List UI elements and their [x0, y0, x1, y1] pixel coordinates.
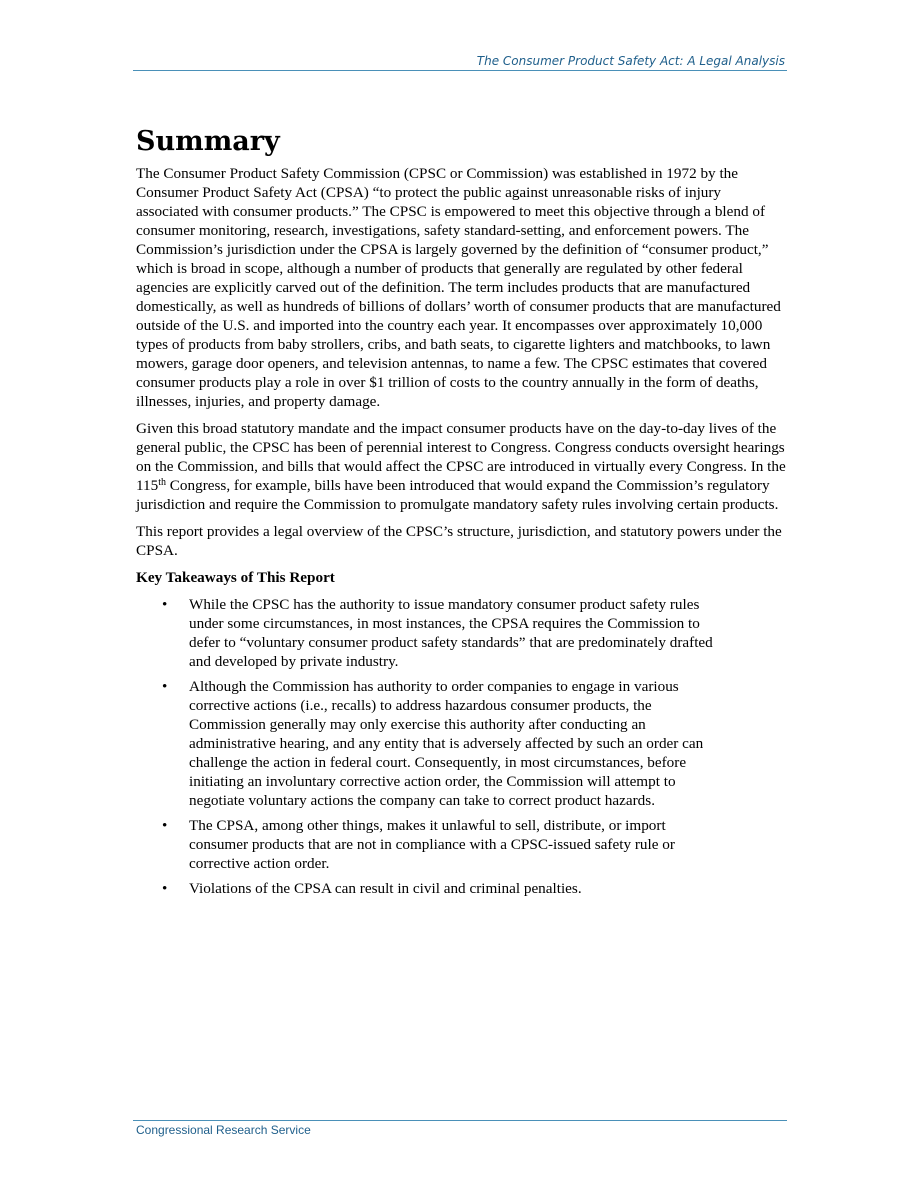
paragraph-2-text-end: Congress, for example, bills have been introduced that would expand the Commission’s regulatory jurisdiction and require the Commission to promulgate mandatory safety rules involving certain products.: [136, 477, 779, 513]
list-item: [136, 595, 724, 671]
page-header: [133, 54, 787, 71]
key-takeaways-heading: Key Takeaways of This Report: [136, 569, 335, 586]
list-item-text: While the CPSC has the authority to issue mandatory consumer product safety rules under some circumstances, in most instances, the CPSA requires the Commission to defer to “voluntary consumer product safety standards” that are predominately drafted and developed by private industry.: [189, 596, 713, 670]
footer-divider: [133, 1120, 787, 1121]
ordinal-suffix: th: [158, 477, 166, 488]
list-item: [136, 816, 724, 873]
bullet-icon: •: [162, 678, 168, 695]
list-item: [136, 879, 724, 898]
summary-section: [136, 124, 786, 904]
list-item-text: Although the Commission has authority to order companies to engage in various corrective actions (i.e., recalls) to address hazardous consumer products, the Commission generally may only exercise this authority after conducting an administrative hearing, and any entity that is adversely affected by such an order can challenge the action in federal court. Consequently, in most circumstances, before initiating an involuntary corrective action order, the Commission will attempt to negotiate voluntary actions the company can take to correct product hazards.: [189, 678, 704, 809]
bullet-icon: •: [162, 596, 168, 613]
summary-heading: Summary: [136, 126, 280, 157]
list-item-text: Violations of the CPSA can result in civil and criminal penalties.: [189, 880, 582, 897]
summary-paragraph-2: [136, 419, 786, 514]
summary-paragraph-1: The Consumer Product Safety Commission (CPSC or Commission) was established in 1972 by the Consumer Product Safety Act (CPSA) “to protect the public against unreasonable risks of injury associated with consumer products.” The CPSC is empowered to meet this objective through a blend of consumer monitoring, research, investigations, safety standard-setting, and enforcement powers. The Commission’s jurisdiction under the CPSA is largely governed by the definition of “consumer product,” which is broad in scope, although a number of products that generally are regulated by other federal agencies are explicitly carved out of the definition. The term includes products that are manufactured domestically, as well as hundreds of billions of dollars’ worth of consumer products that are manufactured outside of the U.S. and imported into the country each year. It encompasses over approximately 10,000 types of products from baby strollers, cribs, and bath seats, to cigarette lighters and matchbooks, to lawn mowers, garage door openers, and television antennas, to name a few. The CPSC estimates that covered consumer products play a role in over $1 trillion of costs to the country annually in the form of deaths, illnesses, injuries, and property damage.: [136, 165, 781, 410]
footer-text: Congressional Research Service: [136, 1123, 311, 1137]
list-item: [136, 677, 724, 810]
bullet-icon: •: [162, 817, 168, 834]
summary-paragraph-3: This report provides a legal overview of the CPSC’s structure, jurisdiction, and statutory powers under the CPSA.: [136, 523, 782, 559]
bullet-icon: •: [162, 880, 168, 897]
list-item-text: The CPSA, among other things, makes it unlawful to sell, distribute, or import consumer products that are not in compliance with a CPSC-issued safety rule or corrective action order.: [189, 817, 675, 872]
header-title: The Consumer Product Safety Act: A Legal Analysis: [476, 54, 785, 68]
key-takeaways-list: [136, 595, 786, 898]
paragraph-2-text-start: Given this broad statutory mandate and the impact consumer products have on the day-to-day lives of the general public, the CPSC has been of perennial interest to Congress. Congress conducts oversight hearings on the Commission, and bills that would affect the CPSC are introduced in virtually every Congress. In the 115: [136, 420, 786, 494]
